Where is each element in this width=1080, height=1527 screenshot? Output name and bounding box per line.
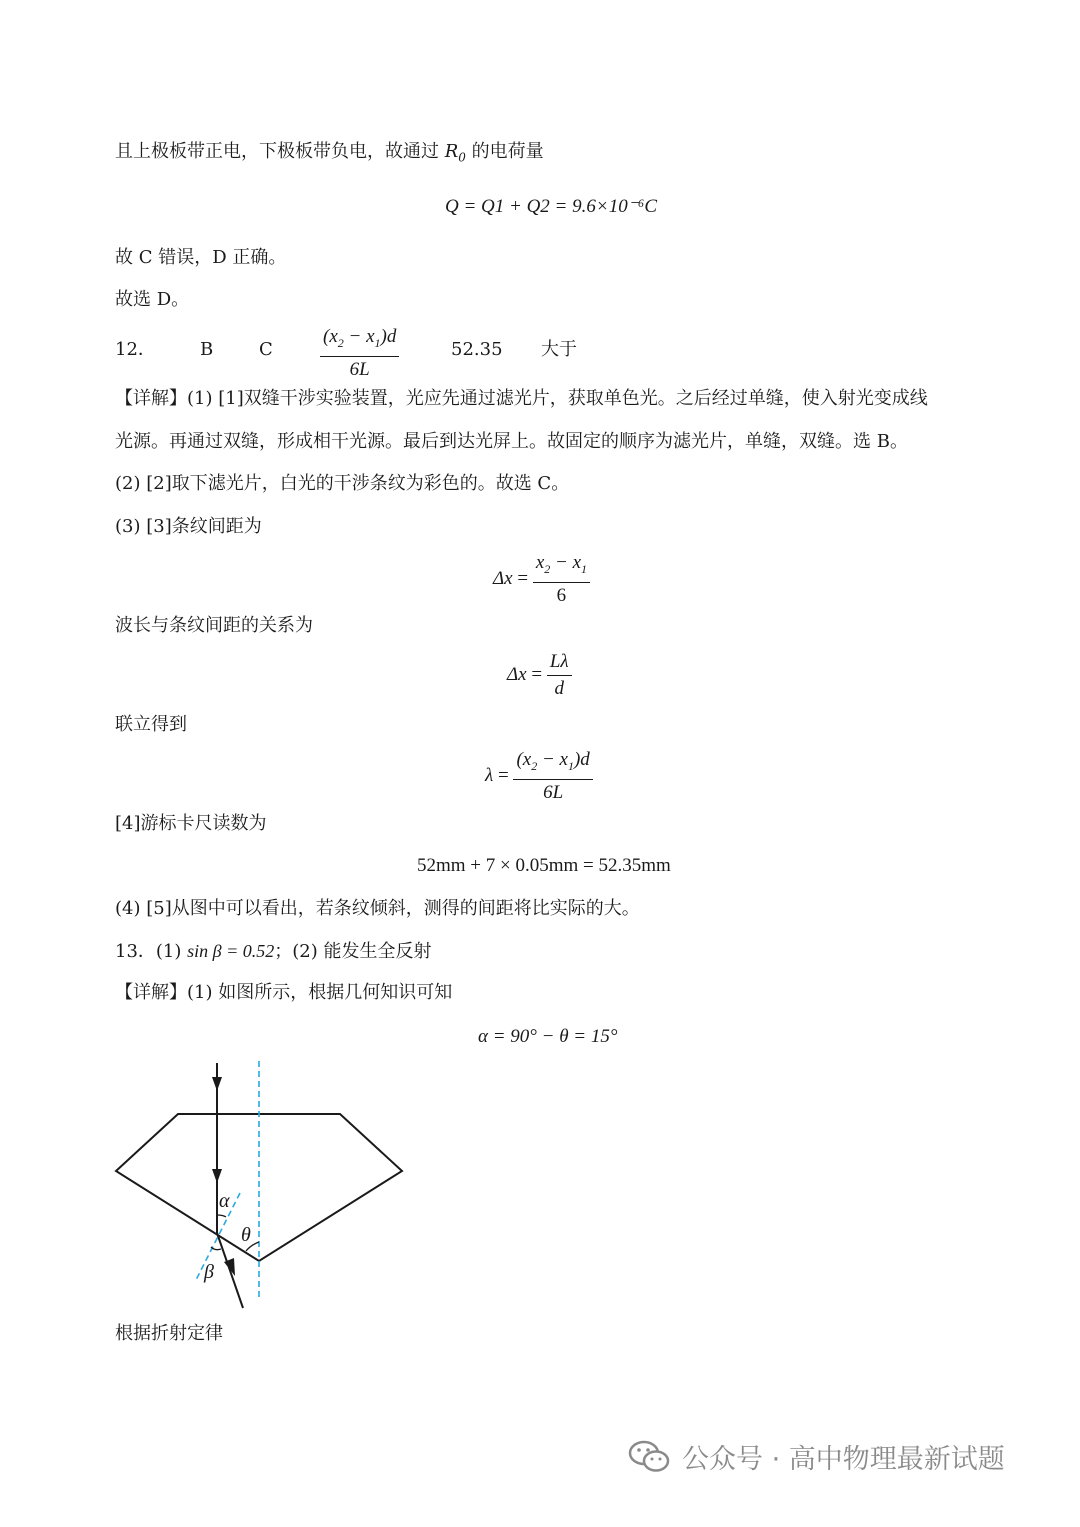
text-line: 故选 D。 (115, 289, 190, 310)
text-line: 波长与条纹间距的关系为 (115, 615, 313, 636)
arrowhead-down-icon (212, 1169, 222, 1183)
fringe-spacing-equation: Δx = $\frac{x_2 - x_1}{6}$ (493, 552, 590, 607)
q12-answer-5: 大于 (541, 339, 577, 360)
arrowhead-down-icon (212, 1077, 222, 1091)
text-line: (3) [3]条纹间距为 (115, 516, 262, 537)
refracted-ray (217, 1233, 243, 1308)
theta-label: θ (241, 1224, 251, 1246)
q12-answer-2: C (259, 339, 273, 360)
text-line: [4]游标卡尺读数为 (115, 813, 267, 834)
charge-equation: Q = Q1 + Q2 = 9.6×10⁻⁶C (445, 196, 658, 217)
text-line: 【详解】(1) 如图所示，根据几何知识可知 (115, 982, 453, 1003)
q12-answer-3-fraction: $\frac{(x_2 - x_1)d}{6L}$ (320, 326, 399, 381)
wechat-icon (628, 1439, 672, 1475)
text-line: 【详解】(1) [1]双缝干涉实验装置，光应先通过滤光片，获取单色光。之后经过单缝，使入射光变成线 (115, 388, 928, 409)
q12-answer-4: 52.35 (451, 339, 503, 360)
beta-label: β (204, 1261, 214, 1283)
text-line: (4) [5]从图中可以看出，若条纹倾斜，测得的间距将比实际的大。 (115, 898, 640, 919)
wavelength-result-equation: λ = $\frac{(x_2 - x_1)d}{6L}$ (485, 749, 593, 804)
text-line: 根据折射定律 (115, 1323, 223, 1344)
wavelength-relation-equation: Δx = $\frac{L\lambda}{d}$ (507, 651, 572, 700)
q13-answer-line: 13．(1) sin β = 0.52；(2) 能发生全反射 (115, 941, 432, 962)
r0-symbol: $R_0$ (444, 141, 466, 165)
q12-answer-1: B (200, 339, 214, 360)
watermark (628, 1437, 1005, 1476)
alpha-equation: α = 90° − θ = 15° (478, 1026, 618, 1047)
text-line: 且上极板带正电，下极板带负电，故通过 $R_0$ 的电荷量 (115, 141, 544, 165)
alpha-arc (217, 1215, 226, 1217)
text-line: 光源。再通过双缝，形成相干光源。最后到达光屏上。故固定的顺序为滤光片，单缝，双缝。选 B。 (115, 431, 908, 452)
watermark-text: 公众号 · 高中物理最新试题 (682, 1444, 1005, 1475)
vernier-equation: 52mm + 7 × 0.05mm = 52.35mm (417, 855, 671, 876)
text-line: (2) [2]取下滤光片，白光的干涉条纹为彩色的。故选 C。 (115, 473, 570, 494)
alpha-label: α (219, 1190, 230, 1212)
prism-refraction-figure (100, 1055, 420, 1315)
text-line: 故 C 错误，D 正确。 (115, 247, 287, 268)
q12-number: 12． (115, 339, 156, 360)
text-line: 联立得到 (115, 714, 187, 735)
